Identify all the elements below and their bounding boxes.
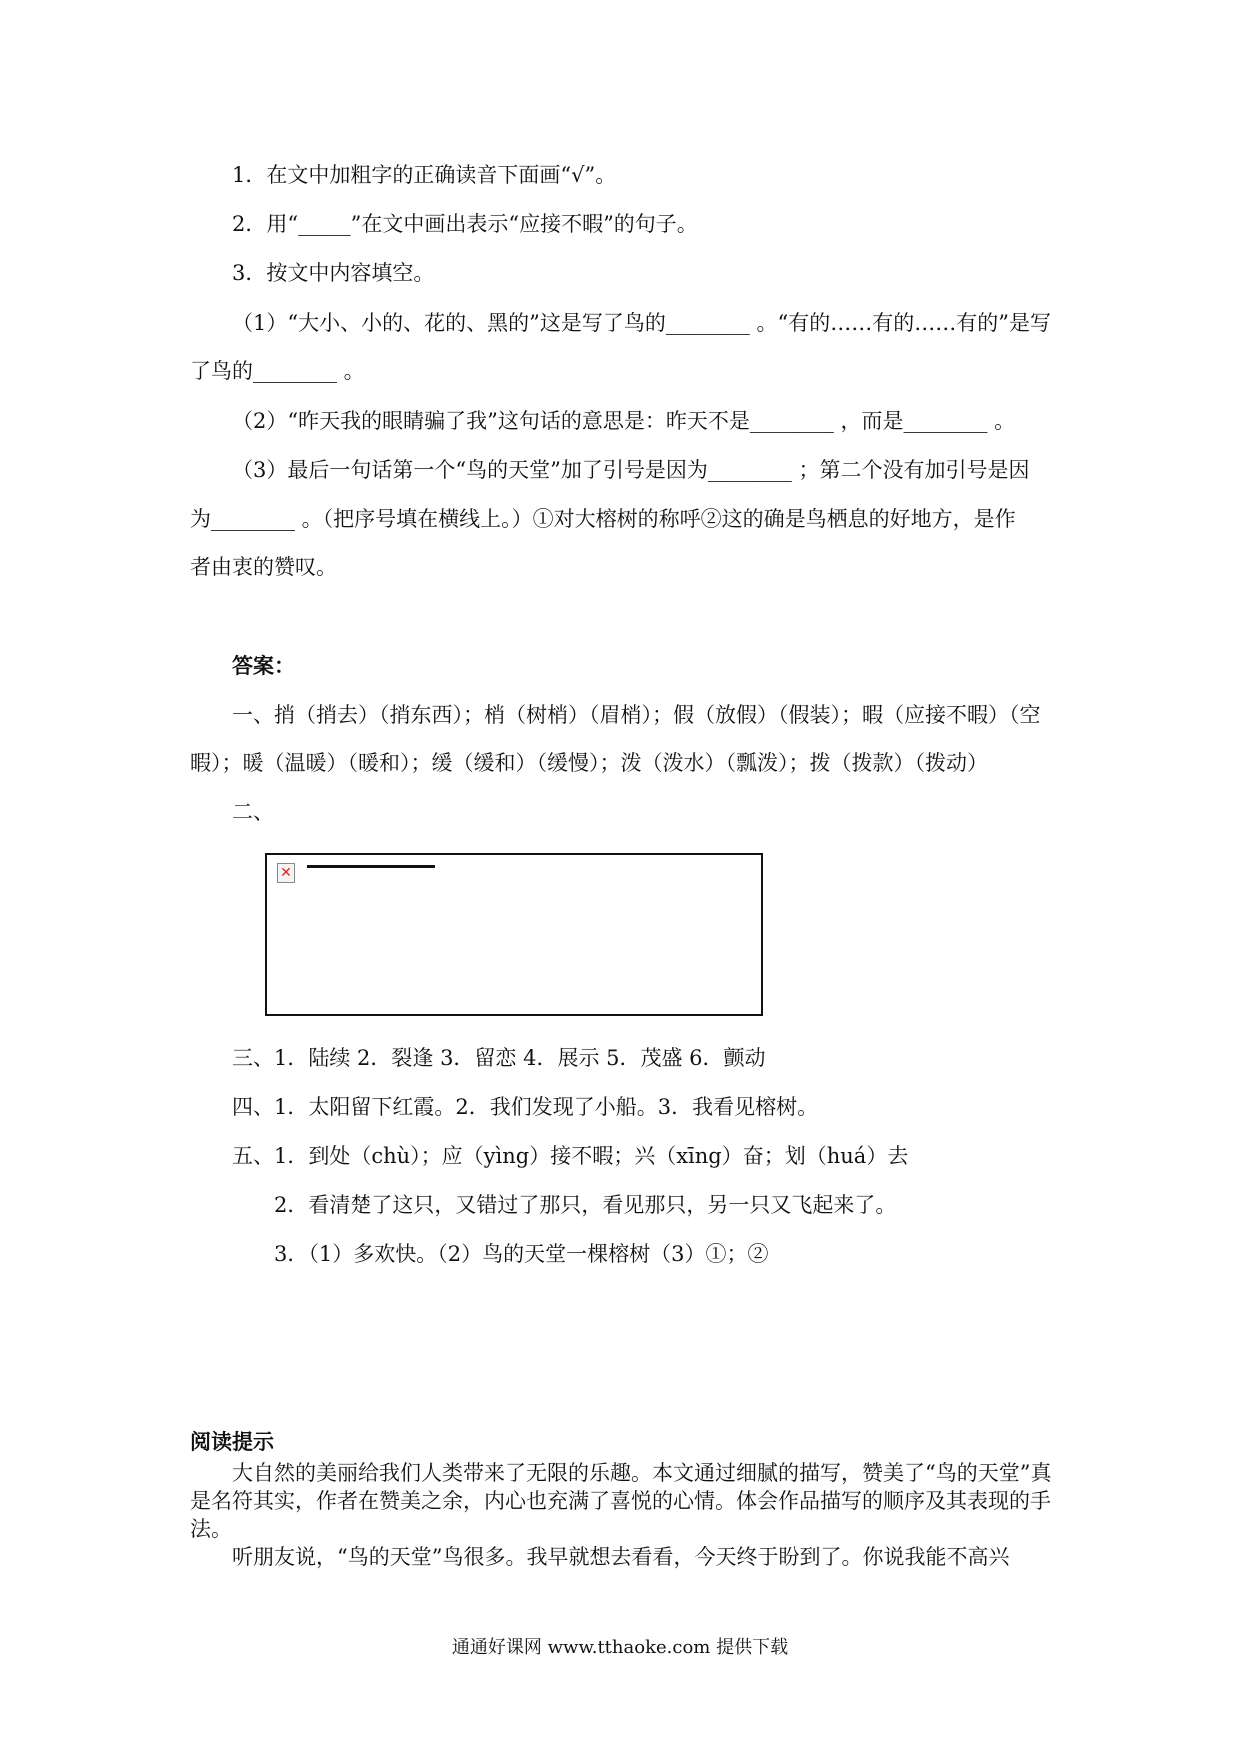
question-3-3-line-2: 为________ 。（把序号填在横线上。）①对大榕树的称呼②这的确是鸟栖息的好地方，是作 [190, 507, 1016, 531]
reading-paragraph-1: 大自然的美丽给我们人类带来了无限的乐趣。本文通过细腻的描写，赞美了“鸟的天堂”真是名符其实，作者在赞美之余，内心也充满了喜悦的心情。体会作品描写的顺序及其表现的手法。 [190, 1461, 1052, 1541]
answer-4: 四、1．太阳留下红霞。2．我们发现了小船。3．我看见榕树。 [232, 1095, 819, 1119]
answer-3: 三、1．陆续 2．裂逢 3．留恋 4．展示 5．茂盛 6．颤动 [232, 1046, 766, 1070]
answer-5-2: 2．看清楚了这只，又错过了那只，看见那只，另一只又飞起来了。 [274, 1193, 897, 1217]
answer-2-label: 二、 [232, 800, 274, 824]
image-placeholder-bar [307, 865, 435, 868]
reading-heading: 阅读提示 [190, 1429, 274, 1454]
answers-heading: 答案： [232, 653, 295, 678]
reading-passage [190, 1459, 1060, 1571]
answer-1-line-1: 一、捎（捎去）（捎东西）；梢（树梢）（眉梢）；假（放假）（假装）；暇（应接不暇）（空 [232, 703, 1041, 727]
broken-image-icon: ✕ [277, 863, 295, 883]
question-2: 2．用“_____”在文中画出表示“应接不暇”的句子。 [232, 212, 698, 236]
question-3-1-line-1: （1）“大小、小的、花的、黑的”这是写了鸟的________ 。“有的……有的……有的”是写 [232, 311, 1051, 335]
page-footer: 通通好课网 www.tthaoke.com 提供下载 [451, 1637, 789, 1658]
answer-1-line-2: 暇）；暖（温暖）（暖和）；缓（缓和）（缓慢）；泼（泼水）（瓢泼）；拨（拨款）（拨动） [190, 751, 988, 775]
question-3-3-line-1: （3）最后一句话第一个“鸟的天堂”加了引号是因为________ ；第二个没有加引号是因 [232, 458, 1030, 482]
answer-5-3: 3．（1）多欢快。（2）鸟的天堂一棵榕树（3）①；② [274, 1242, 769, 1266]
question-3-3-line-3: 者由衷的赞叹。 [190, 555, 337, 579]
question-1: 1．在文中加粗字的正确读音下面画“√”。 [232, 163, 617, 187]
question-3: 3．按文中内容填空。 [232, 261, 435, 285]
question-3-1-line-2: 了鸟的________ 。 [190, 359, 365, 383]
broken-image-frame [265, 853, 763, 1016]
reading-paragraph-2: 听朋友说，“鸟的天堂”鸟很多。我早就想去看看，今天终于盼到了。你说我能不高兴 [232, 1545, 1010, 1569]
question-3-2: （2）“昨天我的眼睛骗了我”这句话的意思是：昨天不是________ ，而是________ 。 [232, 409, 1016, 433]
answer-5-1: 五、1．到处（chù）；应（yìng）接不暇；兴（xīng）奋；划（huá）去 [232, 1144, 909, 1168]
